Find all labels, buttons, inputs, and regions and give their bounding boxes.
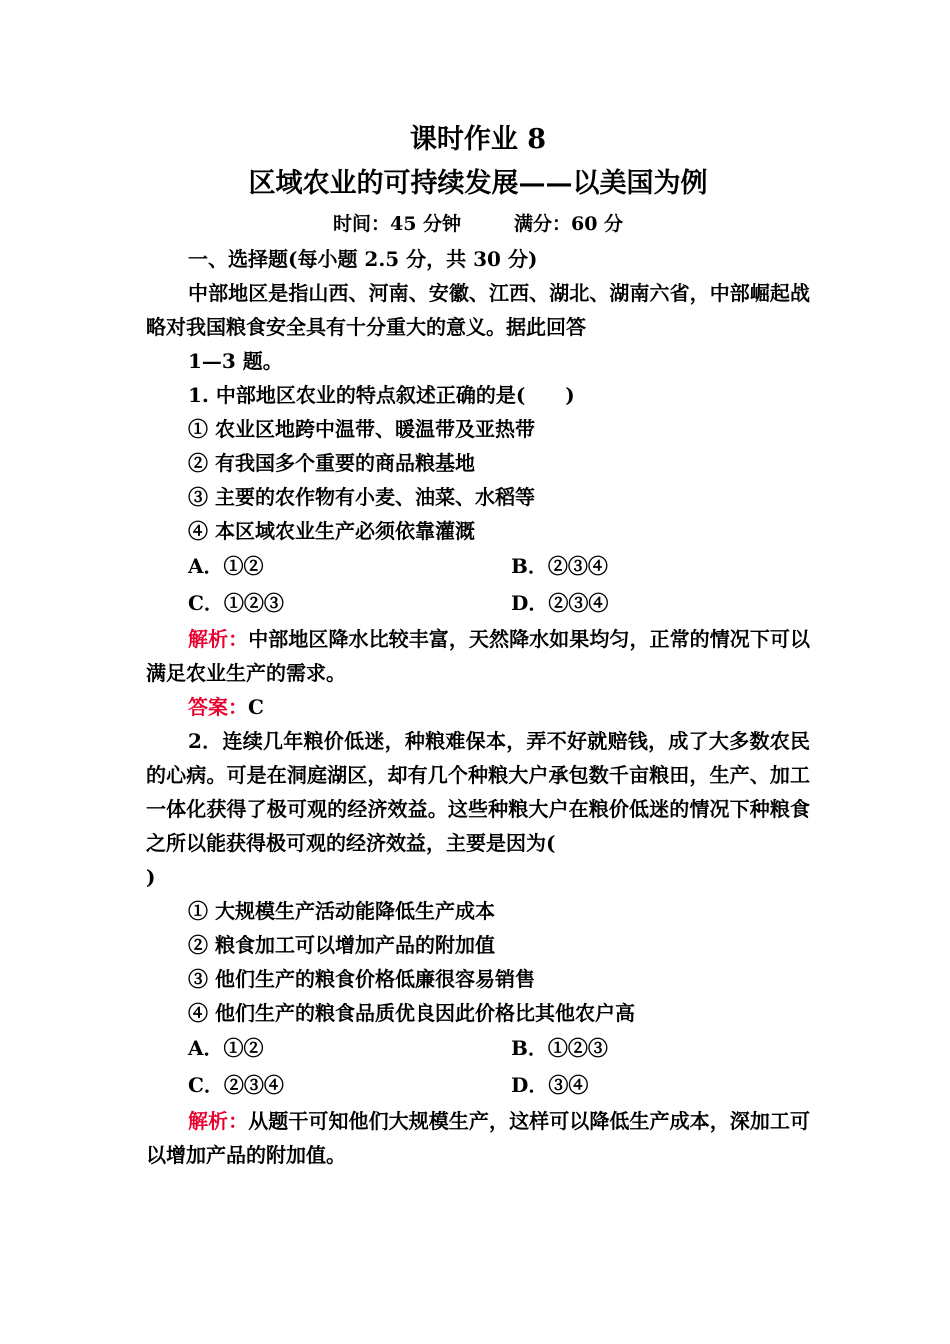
q2-options-row-1 [146, 1030, 810, 1067]
q1-item: ② 有我国多个重要的商品粮基地 [188, 451, 475, 475]
q1-options-row-1 [146, 548, 810, 585]
q2-analysis-text: 从题干可知他们大规模生产，这样可以降低生产成本，深加工可以增加产品的附加值。 [146, 1109, 811, 1167]
time-value: 45 分钟 [389, 213, 462, 235]
q1-option-d: D．②③④ [511, 591, 609, 615]
q1-analysis-text: 中部地区降水比较丰富，天然降水如果均匀，正常的情况下可以满足农业生产的需求。 [146, 627, 811, 685]
score-label: 满分： [513, 213, 571, 235]
q1-analysis-label: 解析： [188, 627, 249, 651]
q1-analysis [146, 622, 810, 690]
q1-item: ③ 主要的农作物有小麦、油菜、水稻等 [188, 485, 535, 509]
q1-item: ① 农业区地跨中温带、暖温带及亚热带 [188, 417, 535, 441]
q2-analysis [146, 1104, 810, 1172]
q2-stem-end: ) [146, 865, 156, 889]
time-label: 时间： [332, 213, 390, 235]
q1-item: ④ 本区域农业生产必须依靠灌溉 [188, 519, 475, 543]
q2-option-d: D．③④ [511, 1073, 589, 1097]
q1-option-c: C．①②③ [188, 591, 284, 615]
q2-option-c: C．②③④ [188, 1073, 284, 1097]
q1-answer-value: C [248, 695, 264, 719]
section-heading: 一、选择题(每小题 2.5 分，共 30 分) [188, 247, 538, 271]
q2-item: ① 大规模生产活动能降低生产成本 [188, 899, 495, 923]
q1-answer [146, 690, 810, 724]
page-title: 课时作业 8 [409, 124, 547, 155]
q2-analysis-label: 解析： [188, 1109, 249, 1133]
intro-text: 中部地区是指山西、河南、安徽、江西、湖北、湖南六省，中部崛起战略对我国粮食安全具有十分重大的意义。据此回答 [146, 281, 810, 339]
score-value: 60 分 [570, 213, 624, 235]
intro-range: 1—3 题。 [188, 349, 283, 373]
q2-item: ③ 他们生产的粮食价格低廉很容易销售 [188, 967, 535, 991]
q2-stem: 2．连续几年粮价低迷，种粮难保本，弄不好就赔钱，成了大多数农民的心病。可是在洞庭湖区，却有几个种粮大户承包数千亩粮田，生产、加工一体化获得了极可观的经济效益。这些种粮大户在粮价低迷的情况下种粮食之所以能获得极可观的经济效益，主要是因为( [146, 729, 810, 855]
q2-item: ② 粮食加工可以增加产品的附加值 [188, 933, 495, 957]
q1-options-row-2 [146, 585, 810, 622]
q2-item: ④ 他们生产的粮食品质优良因此价格比其他农户高 [188, 1001, 635, 1025]
q2-option-a: A．①② [188, 1036, 264, 1060]
q2-option-b: B．①②③ [511, 1036, 608, 1060]
page-subtitle: 区域农业的可持续发展——以美国为例 [248, 168, 708, 199]
q1-option-a: A．①② [188, 554, 264, 578]
document-page [146, 118, 810, 1172]
q1-option-b: B．②③④ [511, 554, 608, 578]
exam-meta [146, 206, 810, 242]
q2-options-row-2 [146, 1067, 810, 1104]
q1-stem: 1. 中部地区农业的特点叙述正确的是( ) [188, 383, 575, 407]
q1-answer-label: 答案： [188, 695, 248, 719]
